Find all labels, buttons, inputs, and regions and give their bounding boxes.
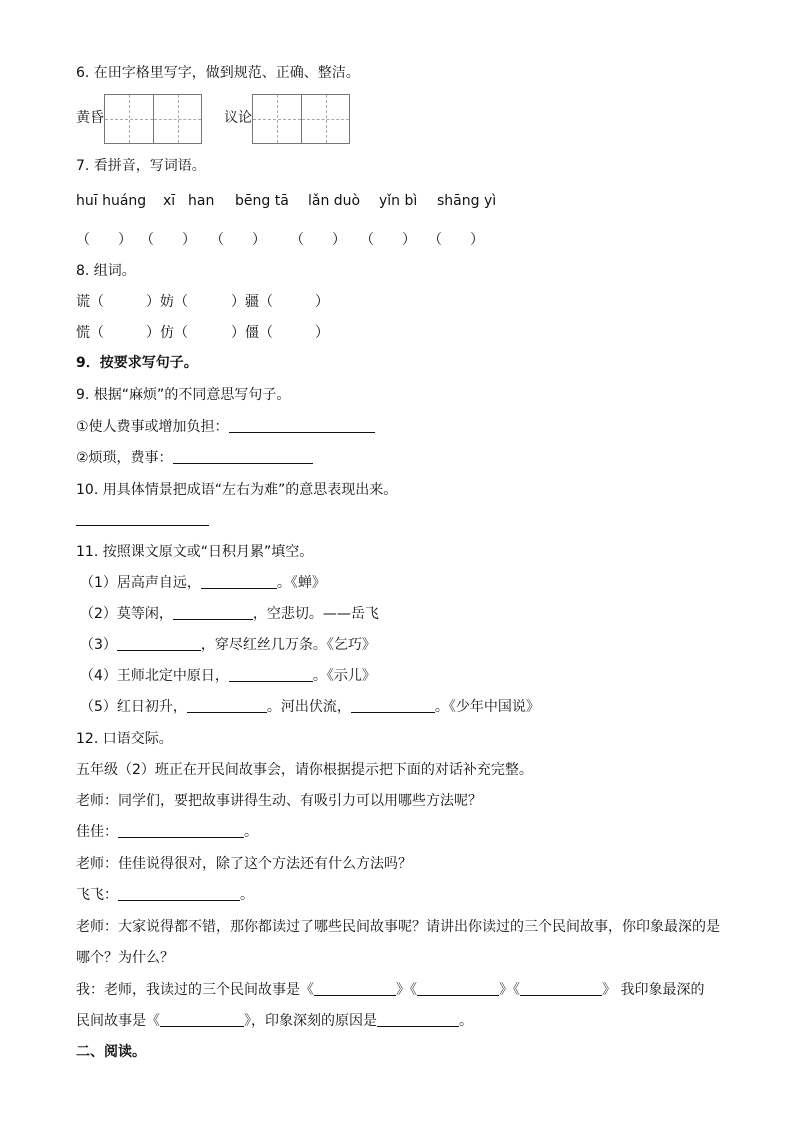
q11-l5-mid: 。河出伏流， [266,699,351,715]
me-text-b: 》《 [396,982,417,998]
q10-answer [76,510,209,530]
tianzige-grid-1[interactable] [104,94,202,144]
speaker-feifei: 飞飞： [76,887,118,903]
answer-blank[interactable] [187,698,267,713]
dialog-teacher-2: 老师：佳佳说得很对，除了这个方法还有什么方法吗？ [76,856,412,872]
answer-paren-3[interactable]: （ ） [210,232,266,248]
tianzige-cell[interactable] [253,95,301,143]
word-char-jiang2[interactable]: ）僵（ [231,325,273,341]
word-close: ） [315,294,329,310]
me2-text-a: 民间故事是《 [76,1013,160,1029]
q9-item-1 [76,417,375,437]
pinyin-5: lǎn duò [308,193,361,209]
me2-text-c: 。 [459,1013,473,1029]
q11-l5-text: （5）红日初升， [80,699,187,715]
pinyin-3: han [188,193,215,209]
answer-paren-2[interactable]: （ ） [140,232,196,248]
q8-prompt: 8. 组词。 [76,263,136,279]
tianzige-cell[interactable] [153,95,201,143]
word-char-jiang[interactable]: ）疆（ [231,294,273,310]
answer-blank[interactable] [118,886,240,901]
speaker-jiajia: 佳佳： [76,824,118,840]
q11-line-5 [80,697,540,717]
answer-blank[interactable] [351,698,435,713]
word-char-fang[interactable]: ）妨（ [146,294,188,310]
q12-intro: 五年级（2）班正在开民间故事会，请你根据提示把下面的对话补充完整。 [76,762,533,778]
answer-blank[interactable] [229,418,375,433]
q11-line-2 [80,604,379,624]
section-heading-9: 9．按要求写句子。 [76,355,198,371]
pinyin-2: xī [163,193,176,209]
q11-line-4 [80,666,376,686]
answer-blank[interactable] [173,605,253,620]
period: 。 [240,887,254,903]
q9-item-2-label: ②烦琐，费事： [76,450,173,466]
q11-line-1 [80,573,326,593]
dialog-teacher-3a: 老师：大家说得都不错，那你都读过了哪些民间故事呢？请讲出你读过的三个民间故事，你印象最深的是 [76,919,720,935]
me2-text-b: 》，印象深刻的原因是 [244,1013,377,1029]
q6-word-huanghun: 黄昏 [76,110,104,126]
dialog-me-2 [76,1011,473,1031]
q10-prompt: 10. 用具体情景把成语“左右为难”的意思表现出来。 [76,482,398,498]
answer-paren-6[interactable]: （ ） [428,232,484,248]
dialog-feifei [76,885,254,905]
pinyin-1: huī huáng [76,193,147,209]
q11-l5-source: 。《少年中国说》 [434,699,540,715]
q9-item-1-label: ①使人费事或增加负担： [76,419,229,435]
answer-blank[interactable] [520,981,602,996]
pinyin-6: yǐn bì [379,193,418,209]
answer-blank[interactable] [377,1012,459,1027]
answer-blank[interactable] [160,1012,244,1027]
dialog-me-1 [76,980,704,1000]
word-char-huang2[interactable]: 慌（ [76,325,104,341]
section-heading-reading: 二、阅读。 [76,1044,146,1060]
q11-l2-text: （2）莫等闲， [80,606,173,622]
q9-prompt: 9. 根据“麻烦”的不同意思写句子。 [76,387,291,403]
answer-blank[interactable] [201,574,277,589]
tianzige-cell[interactable] [105,95,153,143]
q7-prompt: 7. 看拼音，写词语。 [76,158,206,174]
q6-prompt: 6. 在田字格里写字，做到规范、正确、整洁。 [76,65,360,81]
q11-line-3 [80,635,376,655]
me-text-d: 》 我印象最深的 [602,982,705,998]
tianzige-cell[interactable] [301,95,349,143]
word-close-2: ） [315,325,329,341]
q12-prompt: 12. 口语交际。 [76,731,173,747]
q11-prompt: 11. 按照课文原文或“日积月累”填空。 [76,544,314,560]
q11-l2-source: ，空悲切。——岳飞 [252,606,379,622]
dialog-jiajia [76,822,258,842]
q11-l3-text: （3） [80,637,117,653]
q6-word-yilun: 议论 [224,110,252,126]
answer-blank[interactable] [417,981,499,996]
answer-blank[interactable] [314,981,396,996]
q11-l4-text: （4）王师北定中原日， [80,668,229,684]
answer-blank[interactable] [117,636,201,651]
pinyin-4: bēng tā [235,193,289,209]
answer-blank[interactable] [173,449,313,464]
q11-l1-text: （1）居高声自远， [80,575,201,591]
q11-l4-source: 。《示儿》 [312,668,376,684]
q11-l3-source: ，穿尽红丝几万条。《乞巧》 [200,637,376,653]
word-char-huang[interactable]: 谎（ [76,294,104,310]
tianzige-grid-2[interactable] [252,94,350,144]
answer-paren-5[interactable]: （ ） [360,232,416,248]
me-text-c: 》《 [499,982,520,998]
q9-item-2 [76,448,313,468]
answer-paren-4[interactable]: （ ） [290,232,346,248]
answer-blank[interactable] [118,823,244,838]
dialog-teacher-1: 老师：同学们，要把故事讲得生动、有吸引力可以用哪些方法呢？ [76,793,482,809]
me-text-a: 我：老师，我读过的三个民间故事是《 [76,982,314,998]
period: 。 [244,824,258,840]
word-char-fang2[interactable]: ）仿（ [146,325,188,341]
answer-blank[interactable] [229,667,313,682]
answer-blank[interactable] [76,511,209,526]
q11-l1-source: 。《蝉》 [276,575,326,591]
answer-paren-1[interactable]: （ ） [76,232,132,248]
pinyin-7: shāng yì [437,193,497,209]
dialog-teacher-3b: 哪个？为什么？ [76,950,174,966]
